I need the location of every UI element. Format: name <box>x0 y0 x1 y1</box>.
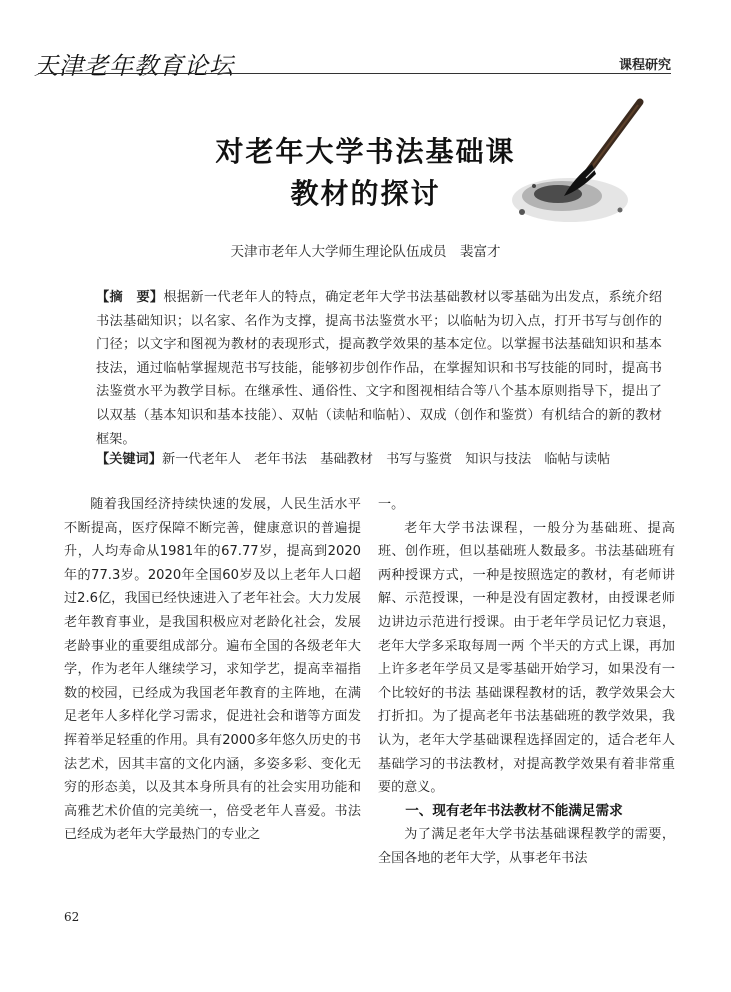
body-paragraph: 为了满足老年大学书法基础课程教学的需要，全国各地的老年大学，从事老年书法 <box>378 827 675 866</box>
keywords-label: 【关键词】 <box>96 452 162 467</box>
author-byline: 天津市老年人大学师生理论队伍成员 裴富才 <box>230 244 501 260</box>
article-title <box>0 132 731 214</box>
page-number: 62 <box>64 910 80 924</box>
body-column-right <box>378 493 675 871</box>
abstract <box>96 286 662 451</box>
keywords <box>96 448 696 467</box>
abstract-label: 【摘 要】 <box>96 290 164 305</box>
title-line-1: 对老年大学书法基础课 <box>215 135 516 168</box>
body-paragraph-continuation: 一。 <box>378 497 405 512</box>
section-heading: 一、现有老年书法教材不能满足需求 <box>405 802 623 819</box>
body-paragraph: 随着我国经济持续快速的发展，人民生活水平不断提高，医疗保障不断完善，健康意识的普遍提升，人均寿命从1981年的67.77岁，提高到2020年的77.3岁。2020年全国60岁及以上老年人口超过2.6亿，我国已经快速进入了老年社会。大力发展老年教育事业，是我国积极应对老龄化社会，发展老龄事业的重要组成部分。遍布全国的各级老年大学，作为老年人继续学习，求知学艺，提高幸福指数的校园，已经成为我国老年教育的主阵地，在满足老年人多样化学习需求，促进社会和谐等方面发挥着举足轻重的作用。具有2000多年悠久历史的书法艺术，因其丰富的文化内涵，多姿多彩、变化无穷的形态美，以及其本身所具有的社会实用功能和高雅艺术价值的完美统一，倍受老年人喜爱。书法已经成为老年大学最热门的专业之 <box>64 497 361 843</box>
body-paragraph: 老年大学书法课程，一般分为基础班、提高班、创作班，但以基础班人数最多。书法基础班有两种授课方式，一种是按照选定的教材，有老师讲解、示范授课，一种是没有固定教材，由授课老师边讲边示范进行授课。由于老年学员记忆力衰退，老年大学多采取每周一两 个半天的方式上课，再加上许多老年学员又是零基础开始学习，如果没有一个比较好的书法 基础课程教材的话，教学效果会大打折扣。为了提高老年书法基础班的教学效果，我认为，老年大学基础课程选择固定的，适合老年人基础学习的书法教材，对提高教学效果有着非常重要的意义。 <box>378 520 675 796</box>
abstract-text: 根据新一代老年人的特点，确定老年大学书法基础教材以零基础为出发点，系统介绍书法基础知识；以名家、名作为支撑，提高书法鉴赏水平；以临帖为切入点，打开书写与创作的门径；以文字和图视为教材的表现形式，提高教学效果的基本定位。以掌握书法基础知识和基本技法，通过临帖掌握规范书写技能，能够初步创作作品，在掌握知识和书写技能的同时，提高书法鉴赏水平为教学目标。在继承性、通俗性、文字和图视相结合等八个基本原则指导下，提出了以双基（基本知识和基本技能）、双帖（读帖和临帖）、双成（创作和鉴赏）有机结合的新的教材框架。 <box>96 290 663 447</box>
body-column-left <box>64 493 361 847</box>
header-divider <box>38 73 671 74</box>
journal-masthead: 天津老年教育论坛 <box>34 52 234 80</box>
title-line-2: 教材的探讨 <box>290 177 441 210</box>
column-label: 课程研究 <box>618 58 671 73</box>
keywords-text: 新一代老年人 老年书法 基础教材 书写与鉴赏 知识与技法 临帖与读帖 <box>161 452 611 467</box>
